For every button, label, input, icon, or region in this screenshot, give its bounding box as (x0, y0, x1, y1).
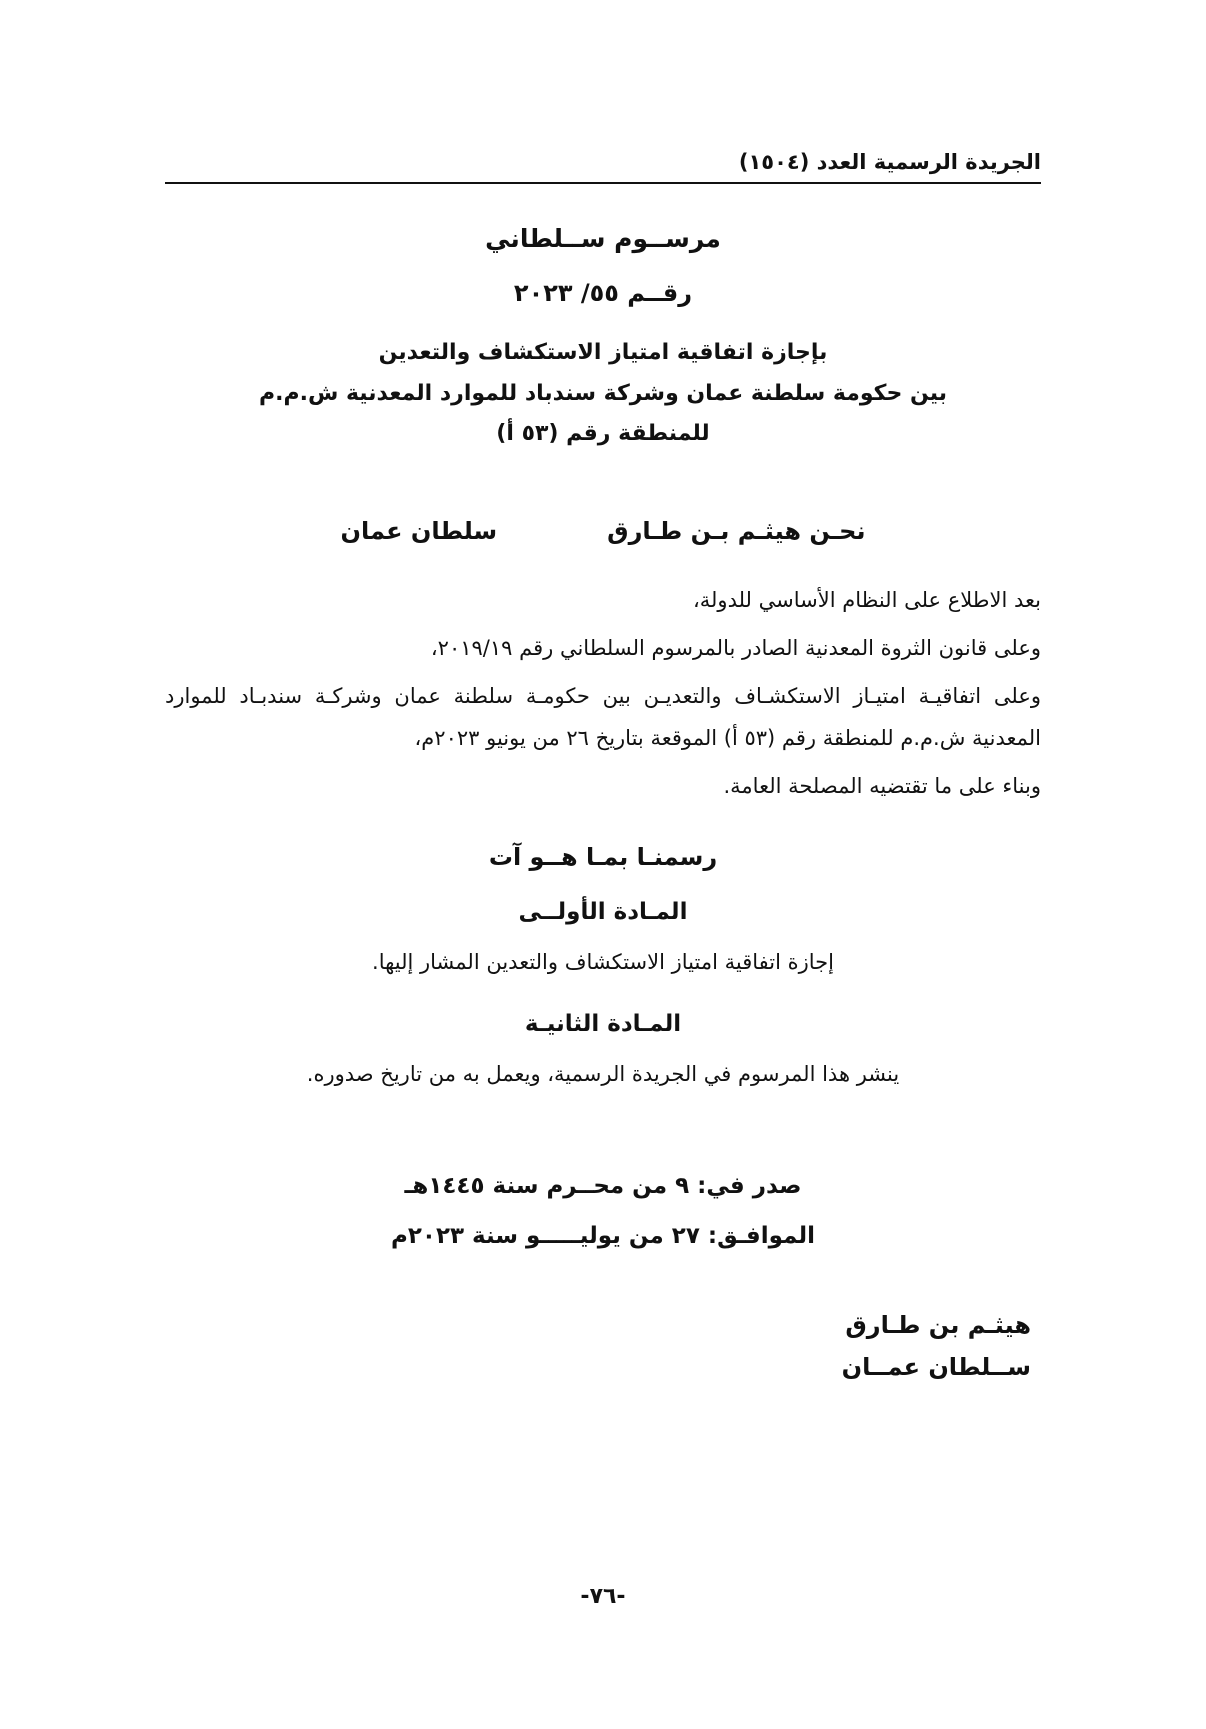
page-footer (0, 1584, 1206, 1609)
article-second (165, 1011, 1041, 1095)
signature-title: ســلطان عمــان (841, 1353, 1031, 1382)
hijri-date: صدر في: ٩ من محــرم سنة ١٤٤٥هـ (404, 1172, 802, 1199)
decree-subject-line-1: بإجازة اتفاقية امتياز الاستكشاف والتعدين (378, 340, 828, 365)
preamble-line-4: وبناء على ما تقتضيه المصلحة العامة. (723, 774, 1041, 799)
gazette-issue-label: الجريدة الرسمية العدد (١٥٠٤) (738, 150, 1041, 174)
article-second-body: ينشر هذا المرسوم في الجريدة الرسمية، ويعمل به من تاريخ صدوره. (306, 1061, 900, 1086)
decree-kind: مرســوم ســلطاني (485, 224, 721, 253)
decree-subject-line-3: للمنطقة رقم (٥٣ أ) (496, 421, 710, 447)
sultan-name: نحـن هيثـم بـن طـارق (607, 517, 866, 546)
preamble-line-3: وعلى اتفاقيـة امتيـاز الاستكشـاف والتعديـن بين حكومـة سلطنة عمان وشركـة سندبـاد للموارد المعدنية ش.م.م للمنطقة رقم (٥٣ أ) الموقعة بتاريخ ٢٦ من يونيو ٢٠٢٣م، (165, 684, 1041, 751)
article-first-heading: المـادة الأولــى (518, 899, 688, 926)
decree-subject (223, 333, 983, 455)
sultan-title: سلطان عمان (340, 517, 498, 546)
page-header (165, 150, 1041, 182)
decree-title-block (165, 224, 1041, 455)
signature-name: هيثـم بن طـارق (845, 1311, 1031, 1340)
sultan-line (165, 517, 1041, 545)
page-number: -٧٦- (580, 1584, 626, 1609)
header-divider (165, 182, 1041, 184)
decree-number: رقــم ٥٥/ ٢٠٢٣ (513, 279, 693, 307)
article-first-body: إجازة اتفاقية امتياز الاستكشاف والتعدين المشار إليها. (372, 950, 834, 975)
issue-dates (165, 1165, 1041, 1258)
gregorian-date: الموافـق: ٢٧ من يوليـــــو سنة ٢٠٢٣م (391, 1222, 815, 1249)
article-second-heading: المـادة الثانيـة (524, 1010, 682, 1037)
decree-subject-line-2: بين حكومة سلطنة عمان وشركة سندباد للموارد المعدنية ش.م.م (258, 380, 948, 406)
preamble-line-2: وعلى قانون الثروة المعدنية الصادر بالمرسوم السلطاني رقم ٢٠١٩/١٩، (430, 636, 1041, 661)
preamble (165, 579, 1041, 807)
document-content (165, 150, 1041, 1388)
article-first (165, 899, 1041, 983)
enacting-clause: رسمنـا بمـا هــو آت (488, 843, 718, 872)
signature-block (165, 1304, 1041, 1388)
preamble-line-1: بعد الاطلاع على النظام الأساسي للدولة، (693, 588, 1041, 613)
